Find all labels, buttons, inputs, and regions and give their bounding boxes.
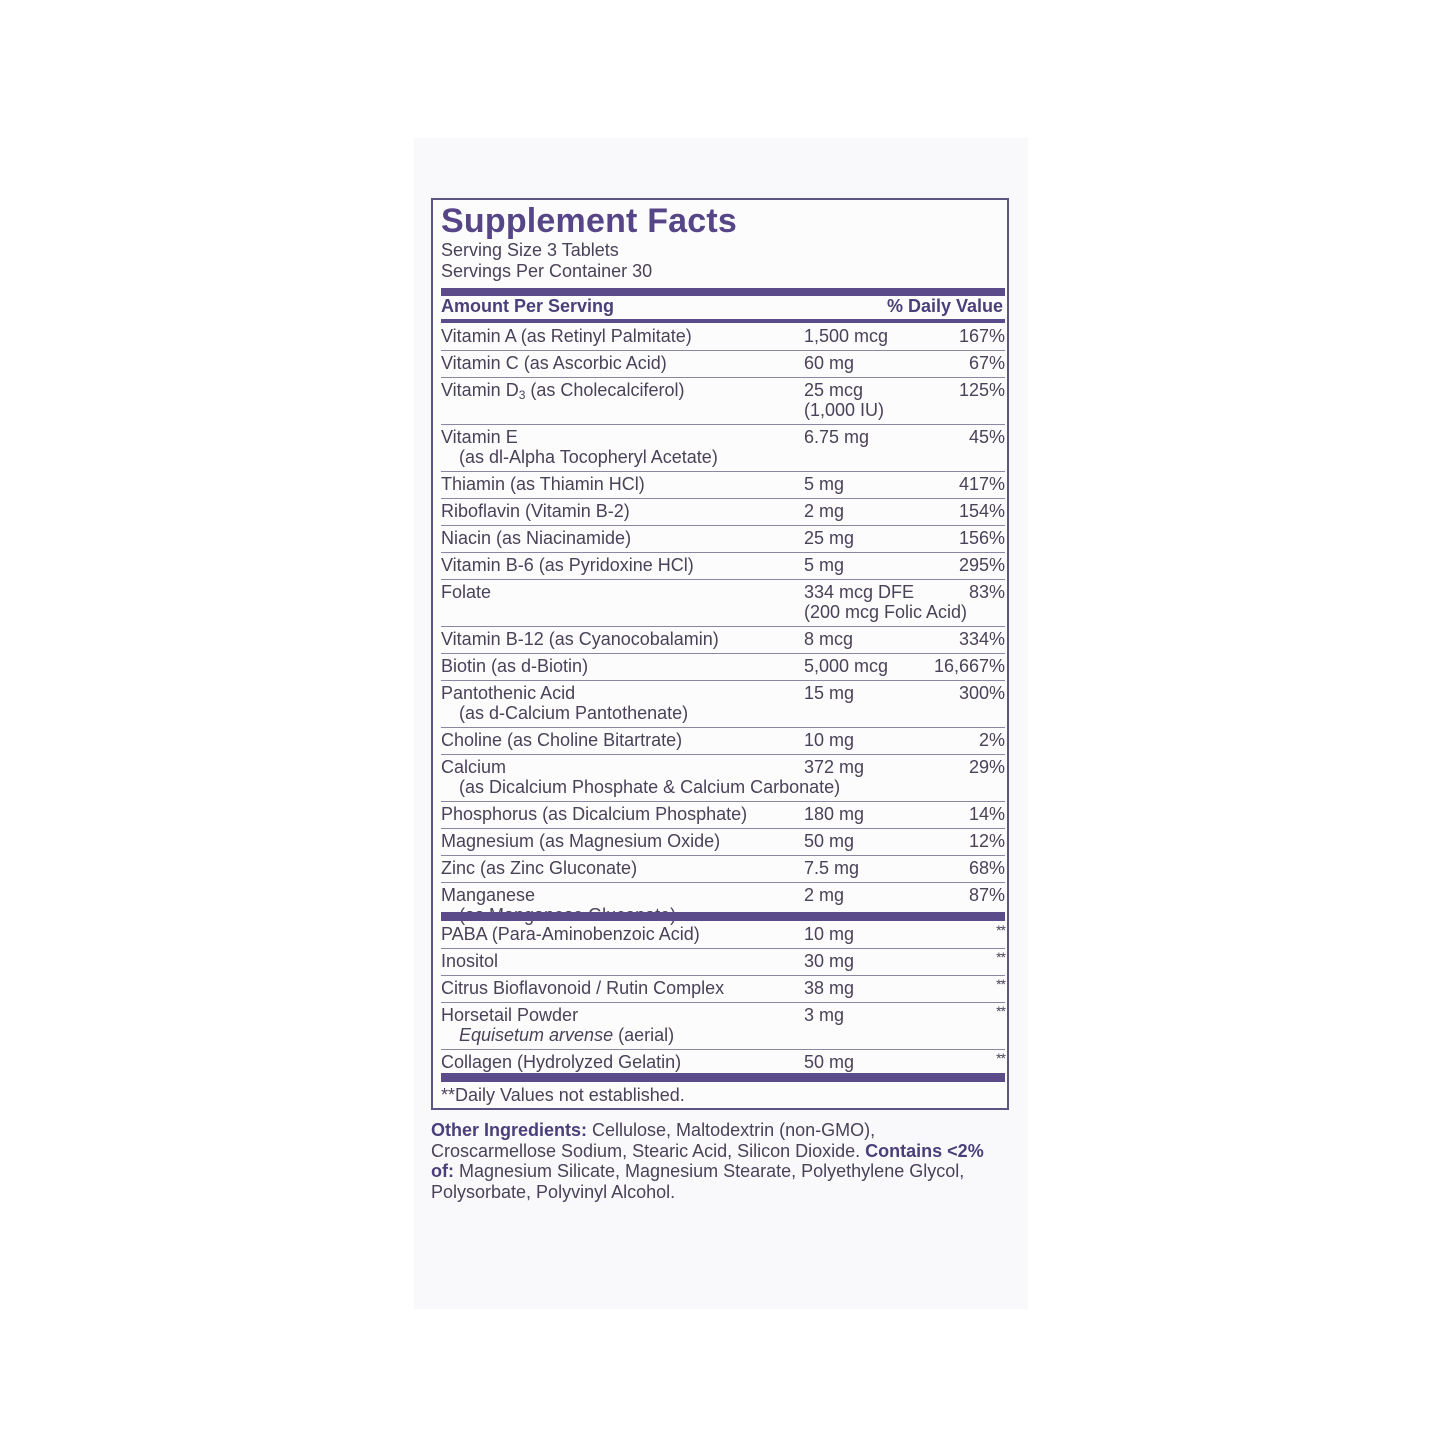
nutrient-name	[441, 683, 688, 723]
serving-size: Serving Size 3 Tablets	[441, 240, 619, 260]
daily-value: **	[996, 976, 1005, 992]
nutrient-name-text: Inositol	[441, 951, 499, 971]
daily-value: 45%	[968, 427, 1005, 447]
table-row	[441, 324, 1005, 351]
other-ingredients-text: Cellulose, Maltodextrin (non-GMO), Croscarmellose Sodium, Stearic Acid, Silicon Dioxide.	[431, 1120, 876, 1161]
daily-value: **	[996, 1003, 1005, 1019]
nutrient-name	[441, 474, 645, 494]
nutrient-amount	[804, 555, 844, 575]
table-row	[441, 351, 1005, 378]
table-row	[441, 472, 1005, 499]
nutrient-amount	[804, 656, 888, 676]
daily-value: 156%	[958, 528, 1005, 548]
nutrient-name	[441, 501, 630, 521]
amount-value: 30 mg	[804, 951, 855, 971]
nutrient-name	[441, 831, 720, 851]
nutrient-name-text: PABA (Para-Aminobenzoic Acid)	[441, 924, 700, 944]
daily-value: 14%	[968, 804, 1005, 824]
amount-value: 38 mg	[804, 978, 855, 998]
nutrient-amount	[804, 326, 888, 346]
amount-value: 2 mg	[804, 501, 845, 521]
panel-title: Supplement Facts	[441, 202, 738, 240]
table-row	[441, 580, 1005, 627]
nutrient-name	[441, 656, 588, 676]
section-divider	[441, 912, 1005, 921]
daily-value: 68%	[968, 858, 1005, 878]
nutrient-name-text: Pantothenic Acid	[441, 683, 576, 703]
nutrient-amount	[804, 951, 854, 971]
nutrient-amount	[804, 582, 967, 622]
amount-equivalent: (200 mcg Folic Acid)	[804, 602, 968, 622]
nutrient-amount	[804, 474, 844, 494]
other-ingredients-label: Other Ingredients:	[431, 1120, 588, 1140]
nutrient-name	[441, 730, 682, 750]
nutrient-amount	[804, 629, 853, 649]
nutrient-name-text: Vitamin B-12 (as Cyanocobalamin)	[441, 629, 719, 649]
other-ingredients	[431, 1120, 1001, 1202]
header-underline	[441, 319, 1005, 323]
amount-value: 25 mg	[804, 528, 855, 548]
nutrient-rows	[441, 324, 1005, 929]
nutrient-amount	[804, 427, 869, 447]
amount-value: 10 mg	[804, 730, 855, 750]
nutrient-name-text: Vitamin C (as Ascorbic Acid)	[441, 353, 667, 373]
table-row	[441, 499, 1005, 526]
nutrient-amount	[804, 757, 864, 777]
table-row	[441, 728, 1005, 755]
nutrient-name-text: Magnesium (as Magnesium Oxide)	[441, 831, 721, 851]
nutrient-name	[441, 951, 498, 971]
table-row	[441, 654, 1005, 681]
daily-value: **	[996, 1050, 1005, 1066]
daily-value: 334%	[958, 629, 1005, 649]
table-row	[441, 922, 1005, 949]
nutrient-name-text: Biotin (as d-Biotin)	[441, 656, 589, 676]
header-bar	[441, 288, 1005, 296]
nutrient-name	[441, 555, 694, 575]
table-row	[441, 681, 1005, 728]
amount-value: 1,500 mcg	[804, 326, 889, 346]
table-row	[441, 1003, 1005, 1050]
table-row	[441, 378, 1005, 425]
nutrient-name-text: Manganese	[441, 885, 536, 905]
nutrient-amount	[804, 885, 844, 905]
daily-value: 167%	[958, 326, 1005, 346]
table-row	[441, 856, 1005, 883]
daily-value: 295%	[958, 555, 1005, 575]
table-row	[441, 627, 1005, 654]
amount-value: 372 mg	[804, 757, 865, 777]
daily-value: 87%	[968, 885, 1005, 905]
nutrient-amount	[804, 683, 854, 703]
amount-value: 180 mg	[804, 804, 865, 824]
nutrient-amount	[804, 730, 854, 750]
table-row	[441, 949, 1005, 976]
amount-value: 7.5 mg	[804, 858, 860, 878]
nutrient-name-text: Zinc (as Zinc Gluconate)	[441, 858, 638, 878]
nutrient-name-text: Choline (as Choline Bitartrate)	[441, 730, 683, 750]
nutrient-name	[441, 427, 718, 467]
amount-value: 50 mg	[804, 831, 855, 851]
amount-value: 6.75 mg	[804, 427, 870, 447]
daily-value: 67%	[968, 353, 1005, 373]
nutrient-amount	[804, 804, 864, 824]
supplement-facts-panel	[431, 198, 1009, 1110]
table-row	[441, 755, 1005, 802]
daily-value: 154%	[958, 501, 1005, 521]
daily-value-header: % Daily Value	[886, 296, 1003, 316]
nutrient-name-text: Citrus Bioflavonoid / Rutin Complex	[441, 978, 725, 998]
nutrient-name-text: Vitamin A (as Retinyl Palmitate)	[441, 326, 692, 346]
nutrient-name	[441, 326, 692, 346]
nutrient-name	[441, 858, 637, 878]
nutrient-name-text: Collagen (Hydrolyzed Gelatin)	[441, 1052, 682, 1072]
nutrient-name	[441, 629, 719, 649]
amount-value: 5,000 mcg	[804, 656, 889, 676]
nutrient-name	[441, 924, 700, 944]
nutrient-source-latin: Equisetum arvense	[459, 1025, 614, 1045]
nutrient-amount	[804, 380, 884, 420]
amount-value: 2 mg	[804, 885, 845, 905]
nutrient-name-text: Vitamin D	[441, 380, 519, 400]
amount-per-serving-header: Amount Per Serving	[441, 296, 615, 316]
nutrient-amount	[804, 831, 854, 851]
daily-value: 2%	[978, 730, 1005, 750]
footnote: **Daily Values not established.	[441, 1085, 685, 1105]
nutrient-name-text: Vitamin E	[441, 427, 518, 447]
servings-per-container: Servings Per Container 30	[441, 261, 653, 281]
table-row	[441, 553, 1005, 580]
daily-value: **	[996, 922, 1005, 938]
nutrient-amount	[804, 978, 854, 998]
nutrient-name-text: Horsetail Powder	[441, 1005, 579, 1025]
nutrient-source: (as d-Calcium Pantothenate)	[459, 703, 689, 723]
daily-value: 300%	[958, 683, 1005, 703]
daily-value: 29%	[968, 757, 1005, 777]
nutrient-source: (as dl-Alpha Tocopheryl Acetate)	[459, 447, 718, 467]
daily-value: 417%	[958, 474, 1005, 494]
nutrient-name	[441, 353, 667, 373]
nutrient-name-suffix: (as Cholecalciferol)	[525, 380, 685, 400]
daily-value: 83%	[968, 582, 1005, 602]
nutrient-name	[441, 1005, 674, 1045]
nutrient-name-text: Calcium	[441, 757, 507, 777]
nutrient-name	[441, 757, 840, 797]
amount-value: 15 mg	[804, 683, 855, 703]
nutrient-name-text: Riboflavin (Vitamin B-2)	[441, 501, 630, 521]
table-row	[441, 802, 1005, 829]
amount-value: 3 mg	[804, 1005, 845, 1025]
table-row	[441, 829, 1005, 856]
amount-value: 334 mcg DFE	[804, 582, 915, 602]
daily-value: 12%	[968, 831, 1005, 851]
nutrient-name	[441, 804, 747, 824]
daily-value: **	[996, 949, 1005, 965]
amount-value: 5 mg	[804, 474, 845, 494]
amount-equivalent: (1,000 IU)	[804, 400, 885, 420]
daily-value: 125%	[958, 380, 1005, 400]
nutrient-name-text: Thiamin (as Thiamin HCl)	[441, 474, 645, 494]
amount-value: 60 mg	[804, 353, 855, 373]
table-row	[441, 976, 1005, 1003]
nutrient-name	[441, 380, 684, 405]
bottom-bar	[441, 1073, 1005, 1082]
nutrient-source	[441, 1025, 674, 1045]
amount-value: 10 mg	[804, 924, 855, 944]
nutrient-name	[441, 1052, 681, 1072]
nutrient-name-text: Folate	[441, 582, 492, 602]
nutrient-name	[441, 582, 491, 602]
amount-value: 50 mg	[804, 1052, 855, 1072]
nutrient-amount	[804, 1052, 854, 1072]
nutrient-name-text: Niacin (as Niacinamide)	[441, 528, 632, 548]
amount-value: 25 mcg	[804, 380, 864, 400]
daily-value: 16,667%	[933, 656, 1005, 676]
contains-text: Magnesium Silicate, Magnesium Stearate, Polyethylene Glycol, Polysorbate, Polyvinyl Alcohol.	[431, 1161, 965, 1202]
nutrient-amount	[804, 924, 854, 944]
nutrient-name-text: Vitamin B-6 (as Pyridoxine HCl)	[441, 555, 694, 575]
amount-value: 8 mcg	[804, 629, 854, 649]
amount-value: 5 mg	[804, 555, 845, 575]
nutrient-name	[441, 978, 724, 998]
nutrient-name-subscript: 3	[518, 388, 526, 402]
nutrient-source: (as Dicalcium Phosphate & Calcium Carbonate)	[459, 777, 841, 797]
nutrient-name-text: Phosphorus (as Dicalcium Phosphate)	[441, 804, 748, 824]
nutrient-name	[441, 528, 631, 548]
other-ingredient-rows	[441, 922, 1005, 1076]
nutrient-amount	[804, 1005, 844, 1025]
contains-label: Contains <2% of:	[431, 1140, 984, 1181]
nutrient-amount	[804, 858, 859, 878]
nutrient-amount	[804, 501, 844, 521]
nutrient-source-part: (aerial)	[613, 1025, 675, 1045]
table-row	[441, 526, 1005, 553]
nutrient-amount	[804, 528, 854, 548]
table-row	[441, 425, 1005, 472]
nutrient-amount	[804, 353, 854, 373]
